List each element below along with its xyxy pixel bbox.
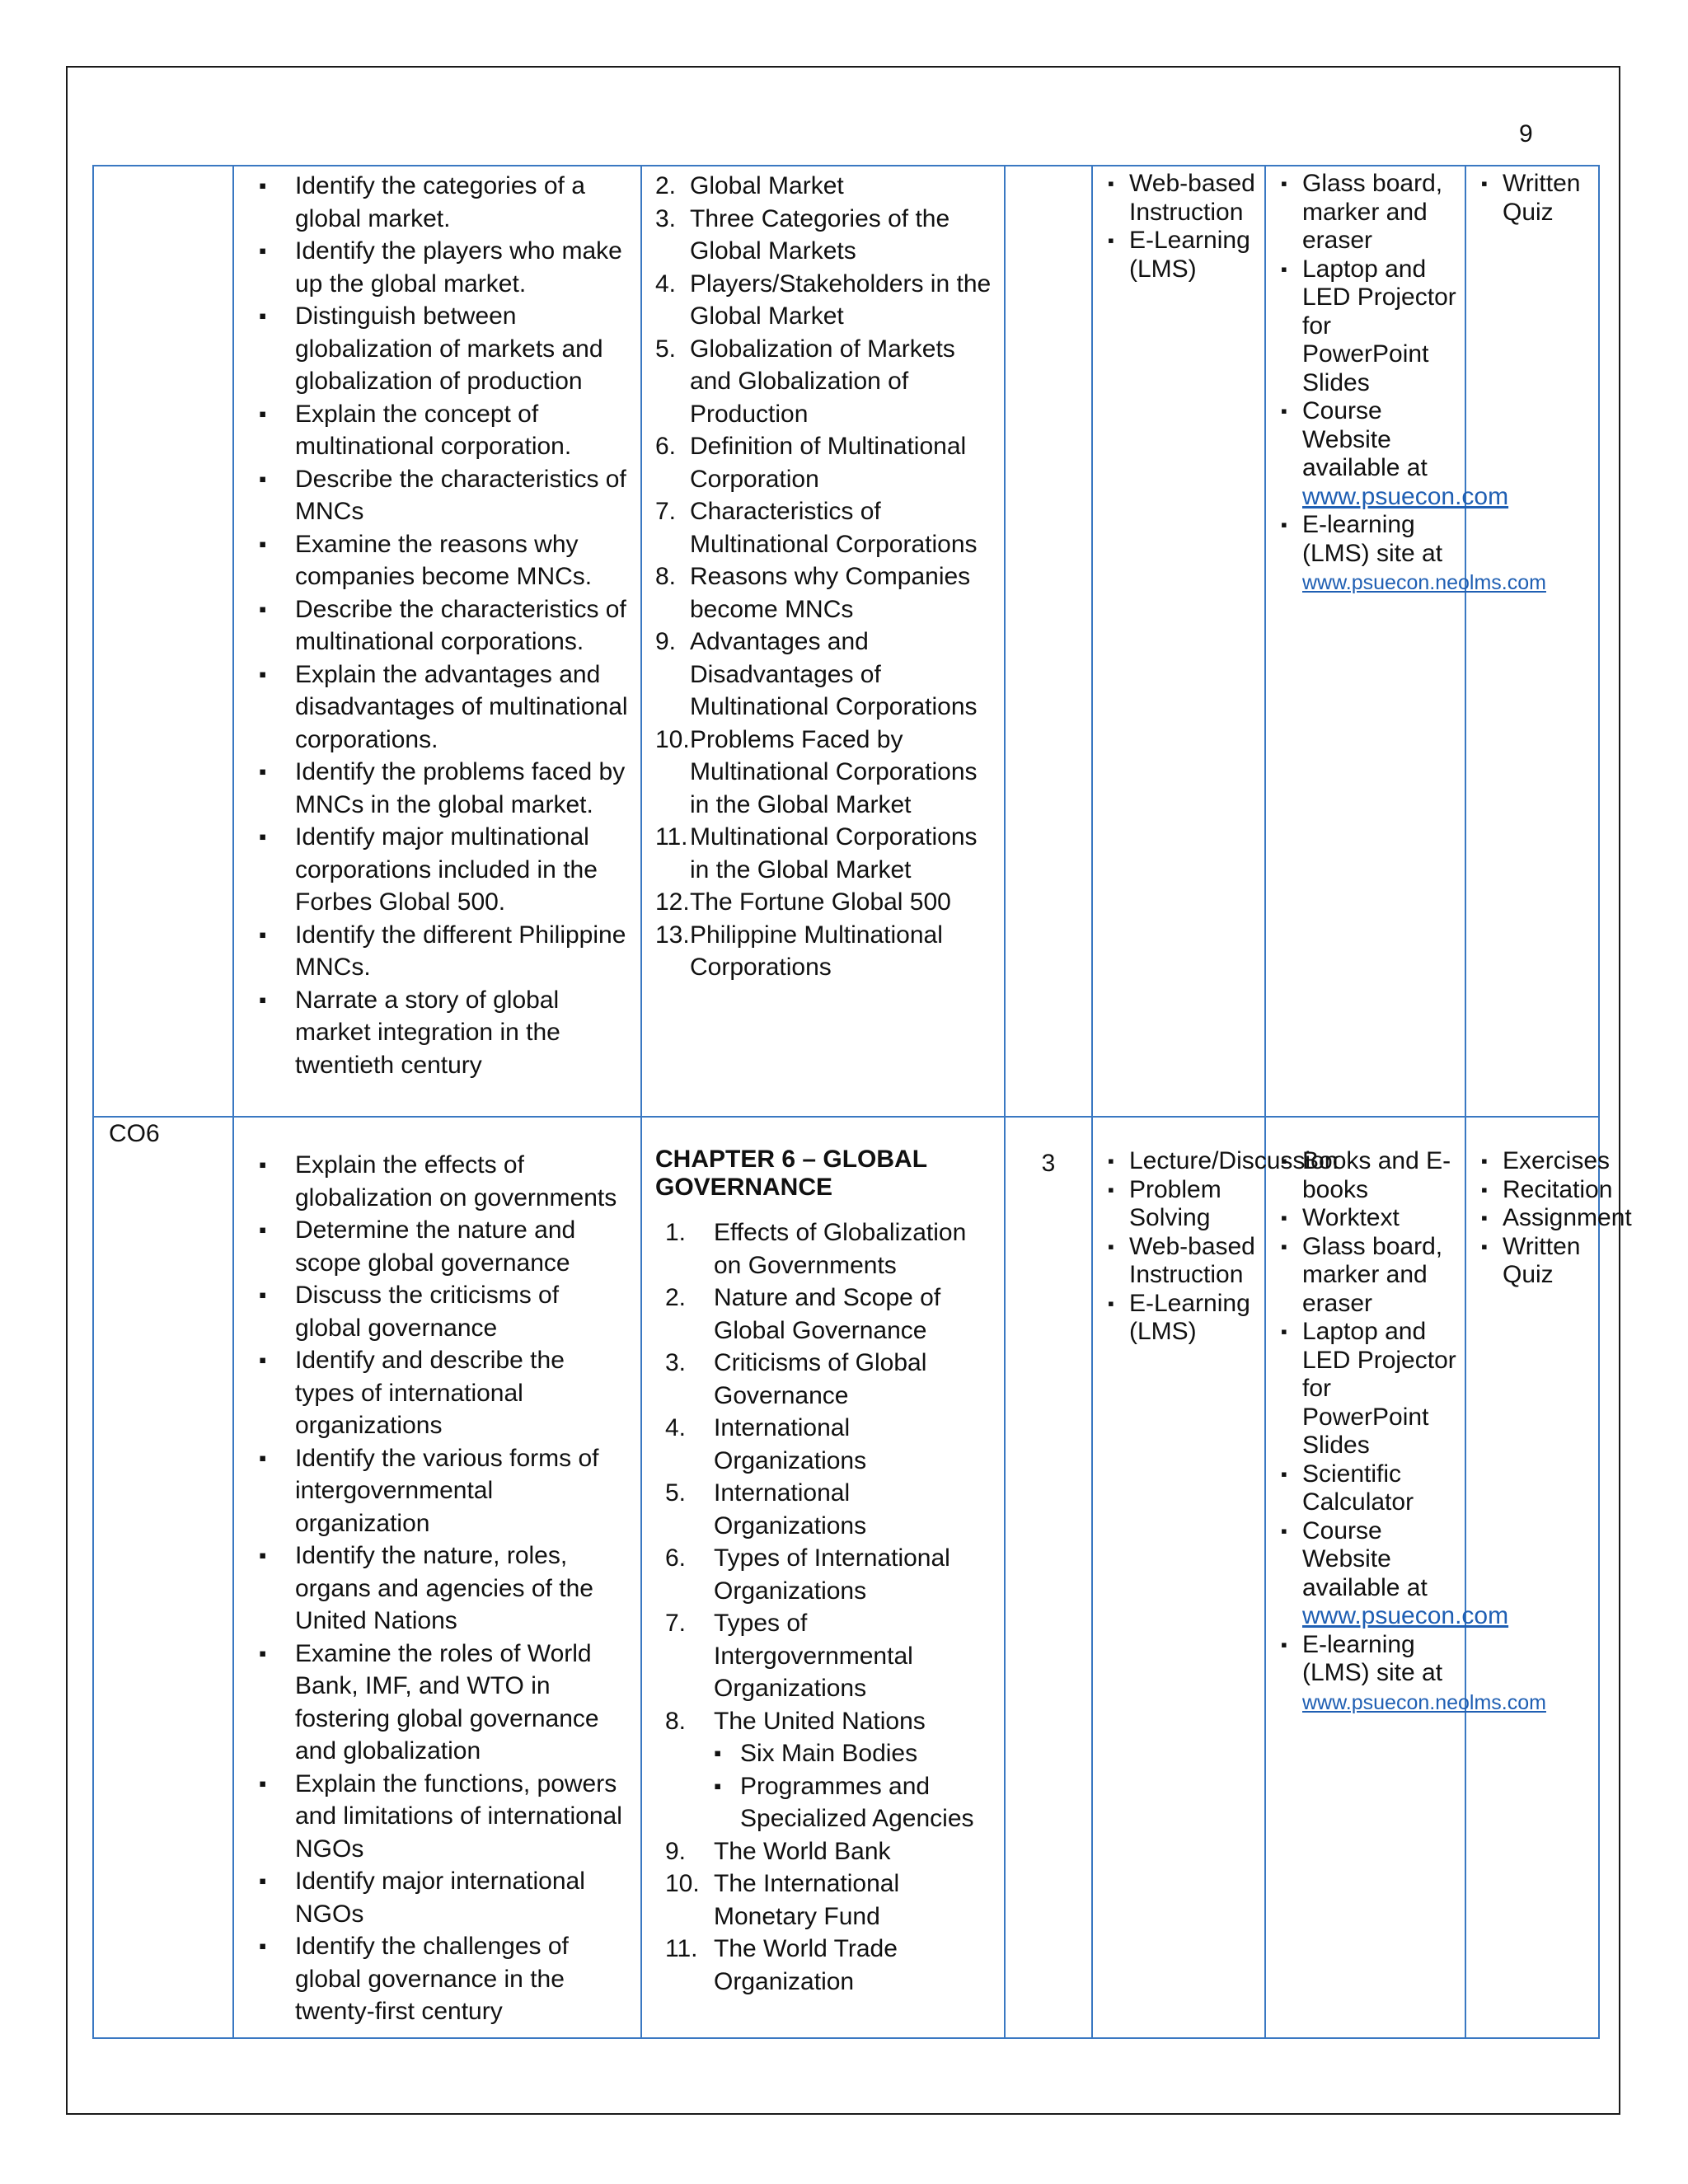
list-item: 3. Criticisms of Global Governance xyxy=(665,1349,927,1409)
methods-list xyxy=(1093,1118,1339,1347)
list-item: ▪ Explain the advantages and disadvantages of multinational corporations. xyxy=(259,658,629,757)
list-item: ▪ Laptop and LED Projector for PowerPoint Slides xyxy=(1281,1318,1456,1460)
list-item: ▪ Explain the concept of multinational corporation. xyxy=(259,398,629,463)
list-item: 13. Philippine Multinational Corporations xyxy=(655,921,943,981)
assessment-cell xyxy=(1465,166,1599,1117)
list-item: 6. Types of International Organizations xyxy=(665,1544,950,1605)
list-item: ▪ Examine the reasons why companies become MNCs. xyxy=(259,528,629,593)
methods-list xyxy=(1093,166,1264,284)
course-website-link[interactable]: www.psuecon.com xyxy=(1302,1602,1509,1629)
list-item: ▪ Course Website available at www.psuecon.com xyxy=(1281,397,1456,511)
list-item: ▪ Laptop and LED Projector for PowerPoint Slides xyxy=(1281,255,1456,398)
learning-objectives-cell xyxy=(233,1117,641,2038)
list-item: 5. Globalization of Markets and Globalization of Production xyxy=(655,335,955,428)
list-item: 10. Problems Faced by Multinational Corporations in the Global Market xyxy=(655,725,978,818)
assessment-list xyxy=(1466,1118,1632,1290)
list-item: 8. The United Nations ▪ Six Main Bodies ▪ Programmes and Specialized Agencies xyxy=(655,1705,992,1835)
list-item: ▪ Programmes and Specialized Agencies xyxy=(714,1770,992,1835)
list-item: 8. Reasons why Companies become MNCs xyxy=(655,563,971,623)
list-item: 10. The International Monetary Fund xyxy=(665,1870,900,1930)
list-item: 9. Advantages and Disadvantages of Multinational Corporations xyxy=(655,628,978,720)
list-item: ▪ Glass board, marker and eraser xyxy=(1281,170,1456,255)
list-item: ▪ Explain the functions, powers and limitations of international NGOs xyxy=(259,1768,629,1866)
list-item: ▪ Narrate a story of global market integration in the twentieth century xyxy=(259,984,629,1082)
list-item: ▪ Identify the nature, roles, organs and agencies of the United Nations xyxy=(259,1540,629,1638)
list-item: ▪ Identify major international NGOs xyxy=(259,1865,629,1930)
topics-cell xyxy=(641,1117,1005,2038)
course-outcome-cell xyxy=(93,166,233,1117)
syllabus-table xyxy=(92,165,1632,2039)
list-item: 9. The World Bank xyxy=(665,1837,891,1865)
list-item: 3. Three Categories of the Global Markets xyxy=(655,204,950,265)
hours-value xyxy=(1006,166,1091,196)
list-item: 4. International Organizations xyxy=(665,1414,867,1474)
list-item: ▪ Identify the players who make up the global market. xyxy=(259,235,629,300)
methods-cell xyxy=(1092,1117,1339,2038)
list-item: ▪ Glass board, marker and eraser xyxy=(1281,1233,1456,1319)
table-row xyxy=(93,1117,1599,2038)
list-item: ▪ Distinguish between globalization of markets and globalization of production xyxy=(259,300,629,398)
list-item: ▪ Examine the roles of World Bank, IMF, and WTO in fostering global governance and globalization xyxy=(259,1638,629,1768)
table-row xyxy=(93,166,1599,1117)
course-outcome-cell xyxy=(93,1117,233,2038)
list-item: ▪ Describe the characteristics of MNCs xyxy=(259,463,629,528)
list-item: 2. Nature and Scope of Global Governance xyxy=(665,1284,941,1344)
list-item: ▪ Describe the characteristics of multinational corporations. xyxy=(259,593,629,658)
hours-value: 3 xyxy=(1041,1150,1056,1177)
list-item: 11. Multinational Corporations in the Global Market xyxy=(655,823,978,883)
list-item: ▪ Books and E-books xyxy=(1281,1147,1456,1204)
list-item: ▪ Assignment xyxy=(1481,1204,1590,1233)
list-item: ▪ Recitation xyxy=(1481,1176,1590,1205)
list-item: ▪ Written Quiz xyxy=(1481,170,1590,227)
learning-objectives-cell xyxy=(233,166,641,1117)
list-item: ▪ Identify and describe the types of international organizations xyxy=(259,1344,629,1442)
list-item: ▪ Identify the different Philippine MNCs. xyxy=(259,919,629,984)
assessment-list xyxy=(1466,166,1598,227)
list-item: ▪ Identify the challenges of global governance in the twenty-first century xyxy=(259,1930,629,2028)
list-item: ▪ Lecture/Discussion xyxy=(1108,1147,1256,1176)
hours-cell xyxy=(1005,166,1092,1117)
list-item: ▪ E-Learning (LMS) xyxy=(1108,1290,1256,1347)
objectives-list xyxy=(234,1118,640,2028)
list-item: ▪ Scientific Calculator xyxy=(1281,1460,1456,1517)
objectives-list xyxy=(234,166,640,1081)
list-item: 1. Effects of Globalization on Governments xyxy=(665,1219,967,1279)
course-outcome: CO6 xyxy=(109,1120,160,1147)
list-item: 2. Global Market xyxy=(655,172,844,199)
list-item: ▪ Identify the various forms of intergovernmental organization xyxy=(259,1442,629,1540)
list-item: 7. Types of Intergovernmental Organizations xyxy=(665,1610,913,1702)
course-website-link[interactable]: www.psuecon.com xyxy=(1302,482,1509,510)
list-item: 6. Definition of Multinational Corporation xyxy=(655,433,967,493)
hours-cell xyxy=(1005,1117,1092,2038)
list-item: ▪ Six Main Bodies xyxy=(714,1737,992,1770)
page-number: 9 xyxy=(1519,120,1533,148)
list-item: 11. The World Trade Organization xyxy=(665,1935,898,1995)
list-item: ▪ Web-based Instruction xyxy=(1108,170,1256,227)
list-item: ▪ Identify the problems faced by MNCs in the global market. xyxy=(259,756,629,821)
un-subtopics-list xyxy=(714,1737,992,1835)
list-item: ▪ Worktext xyxy=(1281,1204,1456,1233)
list-item: 5. International Organizations xyxy=(665,1479,867,1540)
topics-list xyxy=(642,1202,1004,1998)
list-item: 7. Characteristics of Multinational Corporations xyxy=(655,498,978,558)
list-item: ▪ Identify major multinational corporations included in the Forbes Global 500. xyxy=(259,821,629,919)
list-item: ▪ Course Website available at www.psuecon.com xyxy=(1281,1517,1456,1631)
list-item: ▪ Determine the nature and scope global governance xyxy=(259,1214,629,1279)
list-item: ▪ Identify the categories of a global market. xyxy=(259,170,629,235)
lms-site-link[interactable]: www.psuecon.neolms.com xyxy=(1302,571,1546,594)
list-item: ▪ Explain the effects of globalization on governments xyxy=(259,1149,629,1214)
methods-cell xyxy=(1092,166,1265,1117)
list-item: ▪ Exercises xyxy=(1481,1147,1590,1176)
list-item: ▪ E-learning (LMS) site at www.psuecon.neolms.com xyxy=(1281,511,1456,597)
chapter-title: CHAPTER 6 – GLOBAL GOVERNANCE xyxy=(655,1146,927,1201)
lms-site-link[interactable]: www.psuecon.neolms.com xyxy=(1302,1690,1546,1714)
assessment-cell xyxy=(1465,1117,1632,2038)
list-item: ▪ E-Learning (LMS) xyxy=(1108,227,1256,284)
list-item: ▪ Problem Solving xyxy=(1108,1176,1256,1233)
list-item: 4. Players/Stakeholders in the Global Market xyxy=(655,269,992,330)
topics-list xyxy=(642,166,1004,984)
topics-cell xyxy=(641,166,1005,1117)
list-item: 12. The Fortune Global 500 xyxy=(655,888,951,916)
list-item: ▪ Written Quiz xyxy=(1481,1233,1590,1290)
list-item: ▪ Discuss the criticisms of global governance xyxy=(259,1279,629,1344)
list-item: ▪ E-learning (LMS) site at www.psuecon.neolms.com xyxy=(1281,1631,1456,1717)
list-item: ▪ Web-based Instruction xyxy=(1108,1233,1256,1290)
